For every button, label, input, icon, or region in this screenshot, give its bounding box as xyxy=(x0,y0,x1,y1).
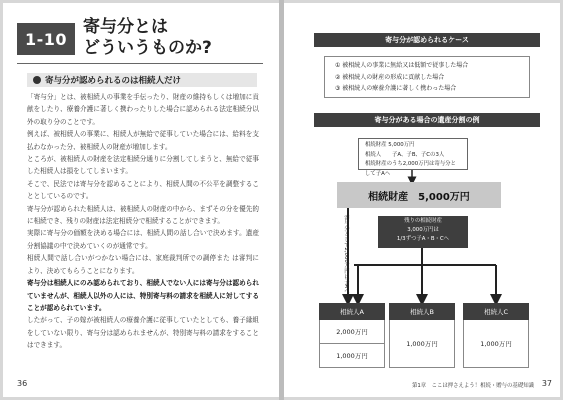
heir-a-box xyxy=(319,303,385,376)
example-line: 相続人 子A、子B、子Cの3人 xyxy=(365,151,445,158)
remaining-estate-box xyxy=(378,216,468,248)
paragraph: ところが、被相続人の財産を法定相続分通りに分割してしまうと、無給で従事した相続人は損をしてしまいます。 xyxy=(27,155,259,176)
case-heading-bar: 寄与分が認められるケース xyxy=(314,33,540,47)
example-line: 相続財産のうち2,000万円は寄与分として子Aへ xyxy=(365,161,456,177)
heir-c-box xyxy=(463,303,529,376)
heir-amount: 1,000万円 xyxy=(389,320,455,368)
heir-name: 相続人A xyxy=(319,303,385,320)
page-number-right: 37 xyxy=(541,379,552,388)
title-divider xyxy=(17,63,263,64)
contribution-note: 寄与分として2,000万円は子Aへ xyxy=(343,215,349,294)
chapter-number-badge: 1-10 xyxy=(17,23,75,55)
remaining-line: 残りの相続財産 xyxy=(404,218,442,224)
running-head: 第1章 ここは押さえよう！相続・贈与の基礎知識 xyxy=(411,383,534,389)
page-title xyxy=(83,17,212,59)
case-item: ② 被相続人の財産の形成に貢献した場合 xyxy=(335,73,445,81)
paragraph: 相続人間で話し合いがつかない場合には、家庭裁判所での調停また は審判により、決めてもらうことになります。 xyxy=(27,254,259,275)
section-heading-text: 寄与分が認められるのは相続人だけ xyxy=(45,76,182,86)
remaining-line: 3,000万円は xyxy=(407,227,439,233)
heir-amount: 2,000万円 xyxy=(319,320,385,344)
paragraph: そこで、民法では寄与分を認めることにより、相続人間の不公平を調整することとしているのです。 xyxy=(27,179,259,201)
body-text xyxy=(27,91,259,352)
page-number-left: 36 xyxy=(17,379,28,388)
case-item: ① 被相続人の事業に無給又は低額で従事した場合 xyxy=(335,62,469,69)
right-page xyxy=(284,3,560,397)
heir-amount: 1,000万円 xyxy=(463,320,529,368)
bullet-icon xyxy=(33,76,41,84)
example-heading-bar: 寄与分がある場合の遺産分割の例 xyxy=(314,113,540,127)
paragraph: したがって、子の嫁が被相続人の療養介護に従事していたとしても、養子縁組をしていない限り、寄与分は認められませんが、特別寄与料の請求をすることはできます。 xyxy=(27,316,259,350)
title-line-2: どういうものか? xyxy=(83,38,212,58)
heir-amount: 1,000万円 xyxy=(319,344,385,368)
left-page xyxy=(3,3,279,397)
heir-name: 相続人C xyxy=(463,303,529,320)
heir-name: 相続人B xyxy=(389,303,455,320)
example-line: 相続財産 5,000万円 xyxy=(365,142,415,148)
heir-b-box xyxy=(389,303,455,376)
paragraph: 寄与分が認められた相続人は、被相続人の財産の中から、まずその分を優先的に相続でき、残りの財産は法定相続分で相続することができます。 xyxy=(27,204,259,226)
estate-total-box: 相続財産 5,000万円 xyxy=(337,182,501,208)
title-line-1: 寄与分とは xyxy=(83,17,168,37)
remaining-line: 1/3ずつ子A・B・Cへ xyxy=(396,236,450,242)
paragraph: 「寄与分」とは、被相続人の事業を手伝ったり、財産の維持もしくは増加に貢献をしたり、療養介護に著しく携わったりした場合に認められる法定相続分以外の取り分のことです。 xyxy=(27,93,259,126)
case-item: ③ 被相続人の療養介護に著しく携わった場合 xyxy=(335,85,457,92)
section-heading xyxy=(27,73,257,87)
paragraph: 実際に寄与分の価額を決める場合には、相続人間の話し合いで決めます。遺産分割協議の中で決めていくのが通常です。 xyxy=(27,229,259,250)
paragraph: 例えば、被相続人の事業に、相続人が無給で従事していた場合には、給料を支払わなかった分、被相続人の財産が増加します。 xyxy=(27,130,259,151)
bold-paragraph: 寄与分は相続人にのみ認められており、相続人でない人には寄与分は認められていませんが、相続人以外の人には、特別寄与料の請求を相続人に対してすることが認められています。 xyxy=(27,279,259,312)
